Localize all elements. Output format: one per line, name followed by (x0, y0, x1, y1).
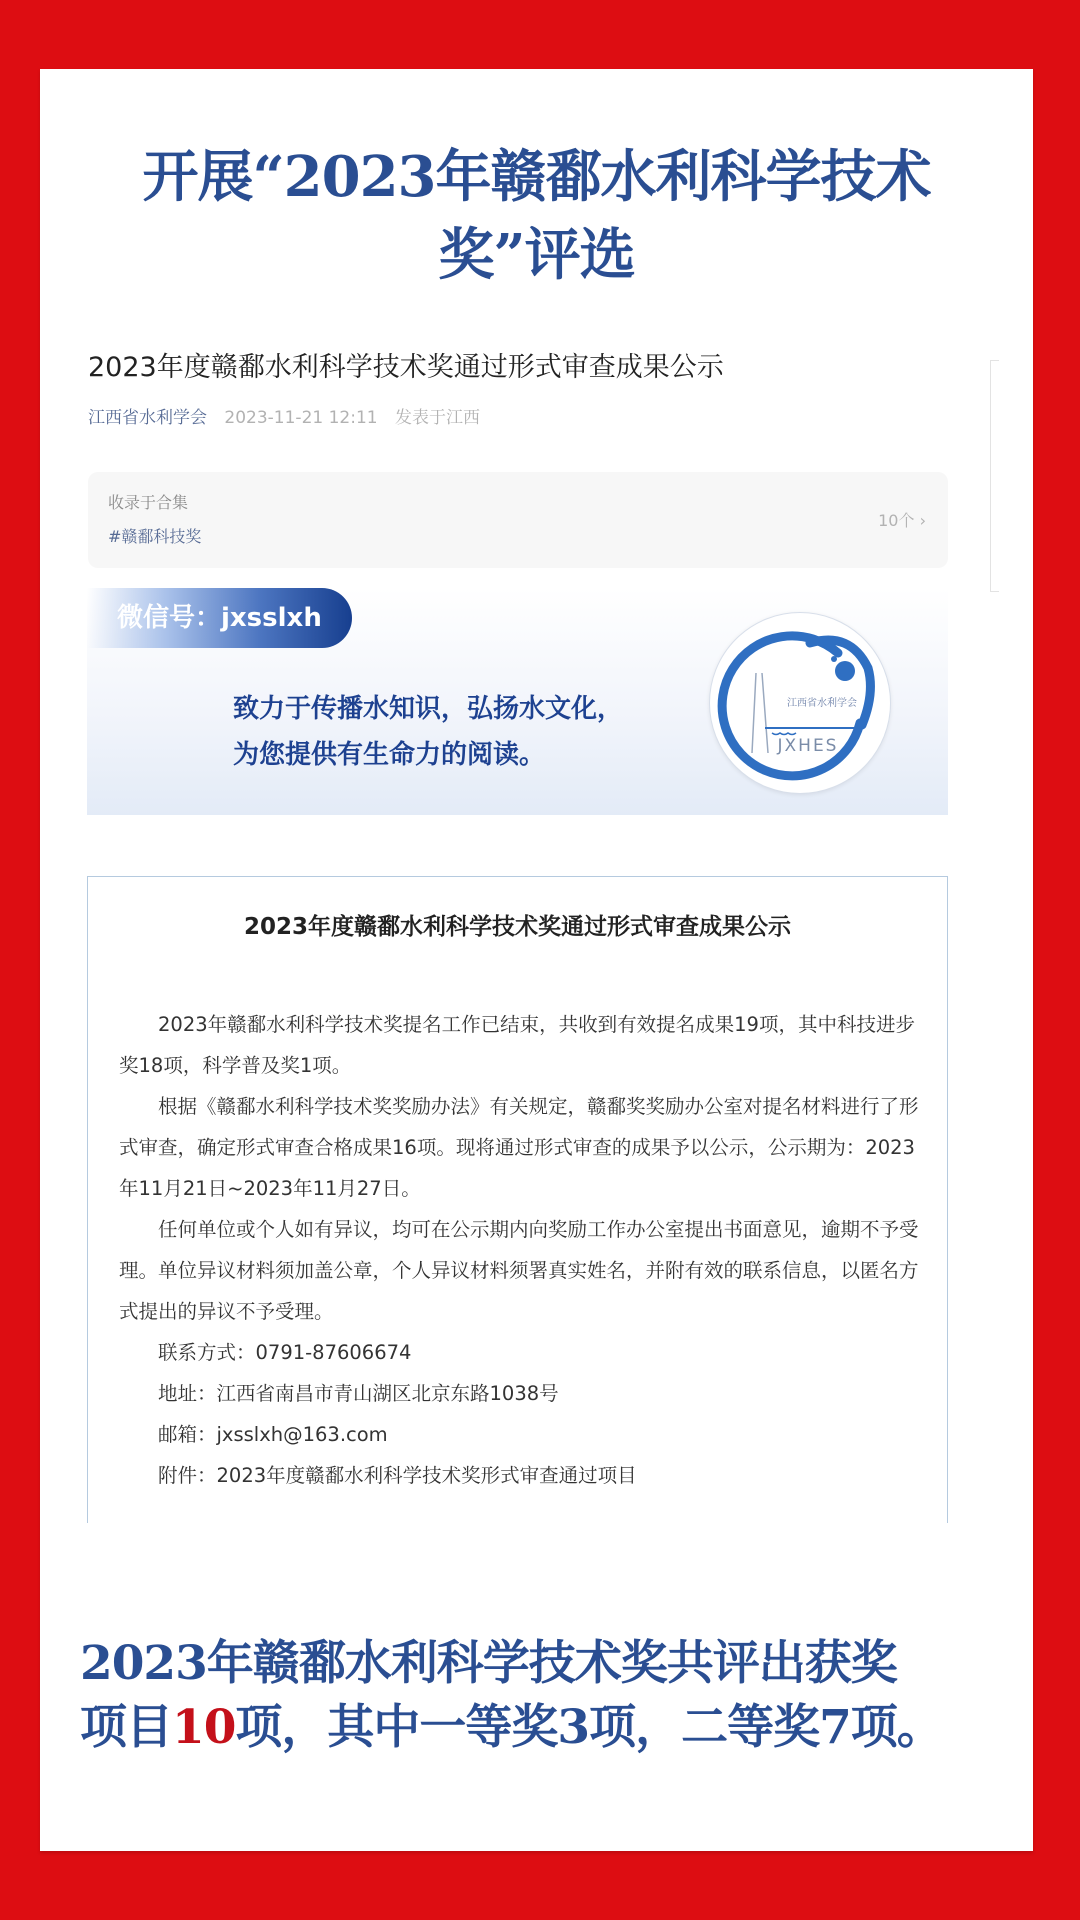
summary-line-2 (80, 1696, 1010, 1760)
author-link[interactable]: 江西省水利学会 (88, 408, 207, 428)
summary-highlight-count: 10 (172, 1700, 236, 1755)
notice-paragraph: 2023年赣鄱水利科学技术奖提名工作已结束，共收到有效提名成果19项，其中科技进步奖18项，科学普及奖1项。 (119, 1013, 915, 1077)
summary-prefix: 项目 (80, 1700, 172, 1755)
notice-title: 2023年度赣鄱水利科学技术奖通过形式审查成果公示 (243, 914, 791, 940)
notice-email: 邮箱：jxsslxh@163.com (158, 1423, 388, 1446)
notice-body (119, 1004, 919, 1496)
publish-location: 发表于江西 (395, 408, 481, 428)
logo-name-cn: 江西省水利学会 (787, 698, 857, 709)
notice-attachment: 附件：2023年度赣鄱水利科学技术奖形式审查通过项目 (158, 1464, 637, 1487)
society-logo-icon (709, 612, 891, 794)
notice-paragraph: 根据《赣鄱水利科学技术奖奖励办法》有关规定，赣鄱奖奖励办公室对提名材料进行了形式审查，确定形式审查合格成果16项。现将通过形式审查的成果予以公示，公示期为：2023年11月21日~2023年11月27日。 (119, 1095, 919, 1200)
headline-line-1: 开展“2023年赣鄱水利科学技术 (142, 144, 931, 210)
poster-headline (40, 138, 1033, 294)
chevron-right-icon: › (919, 511, 926, 530)
summary-suffix: 项，其中一等奖3项，二等奖7项。 (235, 1700, 943, 1755)
notice-paragraph: 任何单位或个人如有异议，均可在公示期内向奖励工作办公室提出书面意见，逾期不予受理。单位异议材料须加盖公章，个人异议材料须署真实姓名，并附有效的联系信息，以匿名方式提出的异议不予受理。 (119, 1218, 919, 1323)
publish-time: 2023-11-21 12:11 (224, 408, 378, 428)
collection-count-text: 10个 (878, 511, 915, 530)
logo-name-en: JXHES (777, 736, 839, 756)
wechat-id: 微信号：jxsslxh (117, 603, 322, 633)
wechat-banner (87, 588, 948, 815)
collection-count (878, 508, 926, 531)
headline-line-2: 奖”评选 (438, 222, 635, 288)
notice-address: 地址：江西省南昌市青山湖区北京东路1038号 (158, 1382, 559, 1405)
scrollbar-track[interactable] (990, 360, 999, 592)
collection-label: 收录于合集 (108, 493, 189, 512)
collection-tag[interactable]: #赣鄱科技奖 (108, 527, 202, 546)
summary-line-1: 2023年赣鄱水利科学技术奖共评出获奖 (80, 1636, 897, 1691)
banner-slogan (233, 686, 623, 778)
notice-contact: 联系方式：0791-87606674 (158, 1341, 412, 1364)
slogan-line-2: 为您提供有生命力的阅读。 (233, 740, 546, 770)
slogan-line-1: 致力于传播水知识，弘扬水文化， (233, 694, 624, 724)
award-summary (80, 1632, 1010, 1760)
article-title: 2023年度赣鄱水利科学技术奖通过形式审查成果公示 (88, 352, 724, 383)
wechat-id-pill (87, 588, 352, 648)
notice-box (87, 876, 948, 1523)
article-meta (88, 406, 480, 430)
collection-card[interactable] (88, 472, 948, 568)
